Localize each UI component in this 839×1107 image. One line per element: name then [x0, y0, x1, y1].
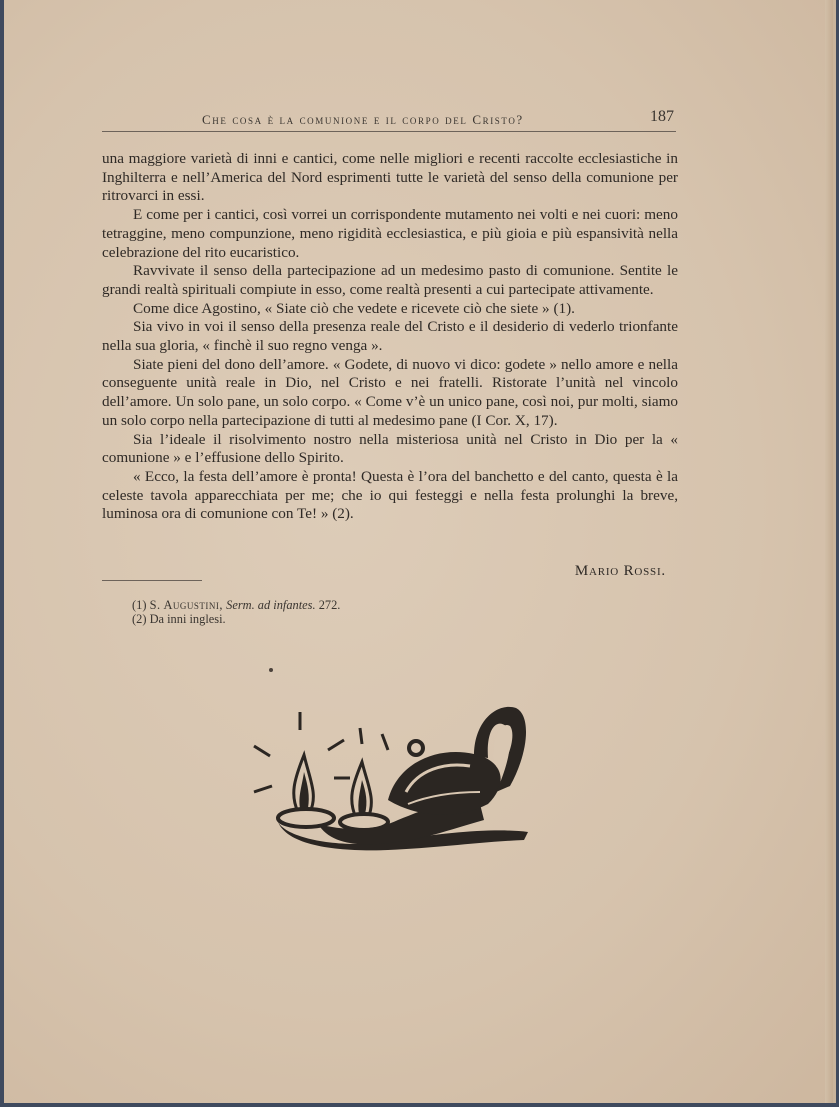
page-header [102, 108, 676, 130]
footnote-2 [132, 612, 532, 626]
paragraph: « Ecco, la festa dell’amore è pronta! Questa è l’ora del banchetto e del canto, questa è la celeste tavola apparecchiata per me; che io qui festeggi e nella festa prolunghi la breve, luminosa ora di comunione con Te! » (2). [102, 467, 678, 523]
page-number: 187 [650, 108, 674, 125]
paragraph: Ravvivate il senso della partecipazione ad un medesimo pasto di comunione. Sentite le grandi realtà spirituali compiute in esso, come realtà presenti a cui partecipate attivamente. [102, 262, 678, 298]
footnote-work: Serm. ad infantes. [226, 598, 316, 612]
footnote-text: Da inni inglesi. [149, 612, 226, 626]
paragraph: una maggiore varietà di inni e cantici, come nelle migliori e recenti raccolte ecclesiastiche in Inghilterra e nell’America del Nord esprimenti tutte le varietà del senso della comunione per ritrovarci in essi. [102, 150, 678, 205]
body-text [102, 150, 678, 524]
footnote-marker: (2) [132, 612, 147, 626]
footnote-rule [102, 580, 202, 581]
footnotes [132, 598, 532, 626]
ink-dot [269, 668, 273, 672]
paragraph: Siate pieni del dono dell’amore. « Godete, di nuovo vi dico: godete » nello amore e nella conseguente unità reale in Dio, nel Cristo e nei fratelli. Ristorate l’unità nel vincolo dell’amore. Un solo pane, un solo corpo. « Come v’è un unico pane, così noi, pur molti, siamo un solo corpo nella partecipazione di tutti al medesimo pane (I Cor. X, 17). [102, 355, 678, 429]
author-signature: Mario Rossi. [574, 563, 666, 579]
footnote-marker: (1) [132, 598, 147, 612]
footnote-ref: 272. [318, 598, 341, 612]
oil-lamp-woodcut-icon [248, 700, 532, 860]
paragraph: Sia vivo in voi il senso della presenza reale del Cristo e il desiderio di vederlo trionfante nella sua gloria, « finchè il suo regno venga ». [102, 318, 678, 355]
page-edge [825, 0, 833, 1103]
book-page [4, 0, 836, 1103]
footnote-author: S. Augustini, [149, 598, 224, 612]
header-rule [102, 131, 676, 132]
running-head: Che cosa è la comunione e il corpo del Cristo? [202, 112, 524, 127]
footnote-1 [132, 598, 532, 612]
paragraph: Come dice Agostino, « Siate ciò che vedete e ricevete ciò che siete » (1). [133, 299, 575, 317]
paragraph: Sia l’ideale il risolvimento nostro nella misteriosa unità nel Cristo in Dio per la « comunione » e l’effusione dello Spirito. [102, 430, 678, 467]
paragraph: E come per i cantici, così vorrei un corrispondente mutamento nei volti e nei cuori: meno tetraggine, meno compunzione, meno rigidità ecclesiastica, e più gioia e più espansività nella celebrazione del rito eucaristico. [102, 206, 678, 261]
